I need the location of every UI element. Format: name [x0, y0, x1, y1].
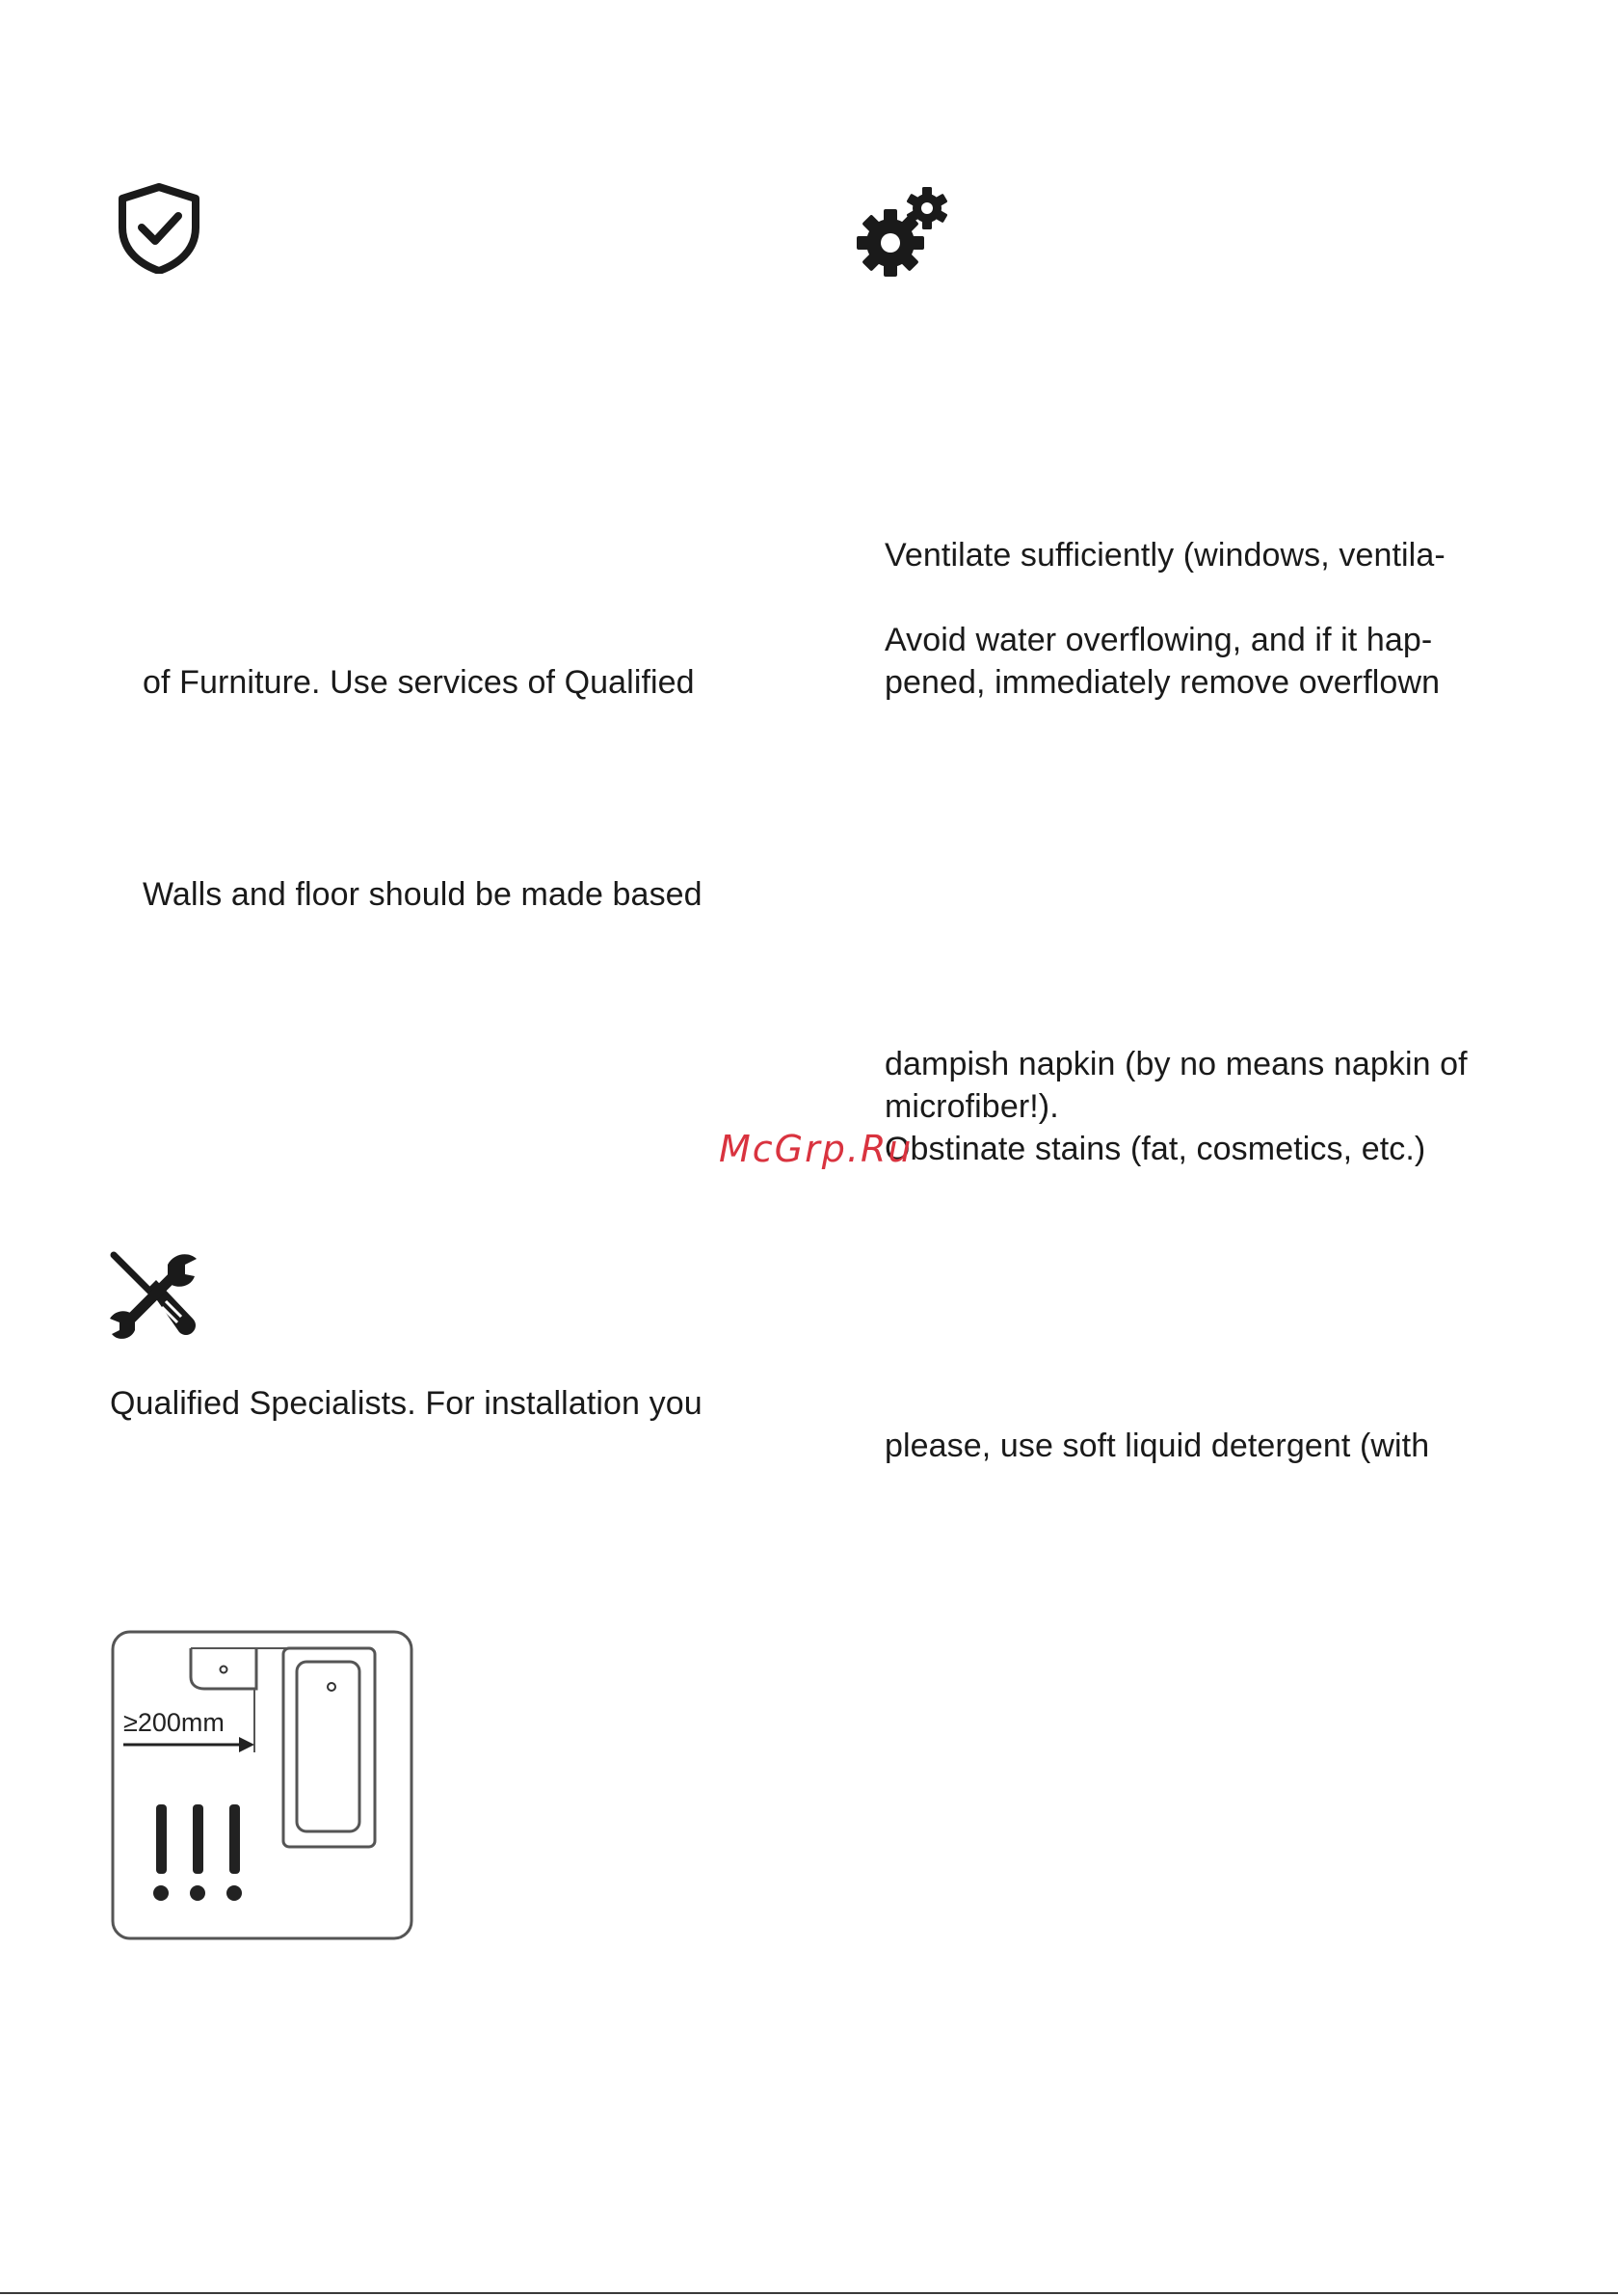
- clearance-diagram: [110, 1629, 414, 1942]
- distance-arrowhead: [239, 1737, 254, 1752]
- watermark: McGrp.Ru: [719, 1128, 914, 1170]
- operation-text-avoid-1: Avoid water overflowing, and if it hap-: [885, 622, 1433, 658]
- installation-text-specialists: Qualified Specialists. For installation you: [110, 1385, 703, 1422]
- distance-label: ≥200mm: [123, 1708, 225, 1737]
- safety-text-walls: Walls and floor should be made based: [143, 876, 703, 913]
- washbasin-outline: [191, 1648, 256, 1689]
- operation-text-obstinate: Obstinate stains (fat, cosmetics, etc.): [885, 1131, 1426, 1167]
- warning-marks-icon: [153, 1804, 242, 1901]
- gears-icon: [856, 185, 952, 278]
- bathtub-drain: [328, 1683, 335, 1691]
- washbasin-drain: [221, 1667, 227, 1673]
- shield-check-icon: [117, 183, 201, 274]
- operation-text-dampish: dampish napkin (by no means napkin of: [885, 1046, 1468, 1082]
- operation-text-detergent: please, use soft liquid detergent (with: [885, 1428, 1430, 1464]
- safety-text-furniture: of Furniture. Use services of Qualified: [143, 664, 695, 701]
- operation-text-avoid-2: pened, immediately remove overflown: [885, 664, 1441, 701]
- footer-rule: [0, 2292, 1618, 2294]
- operation-text-microfiber: microfiber!).: [885, 1088, 1059, 1125]
- tools-icon: [106, 1249, 202, 1342]
- operation-text-ventilate: Ventilate sufficiently (windows, ventila-: [885, 537, 1446, 574]
